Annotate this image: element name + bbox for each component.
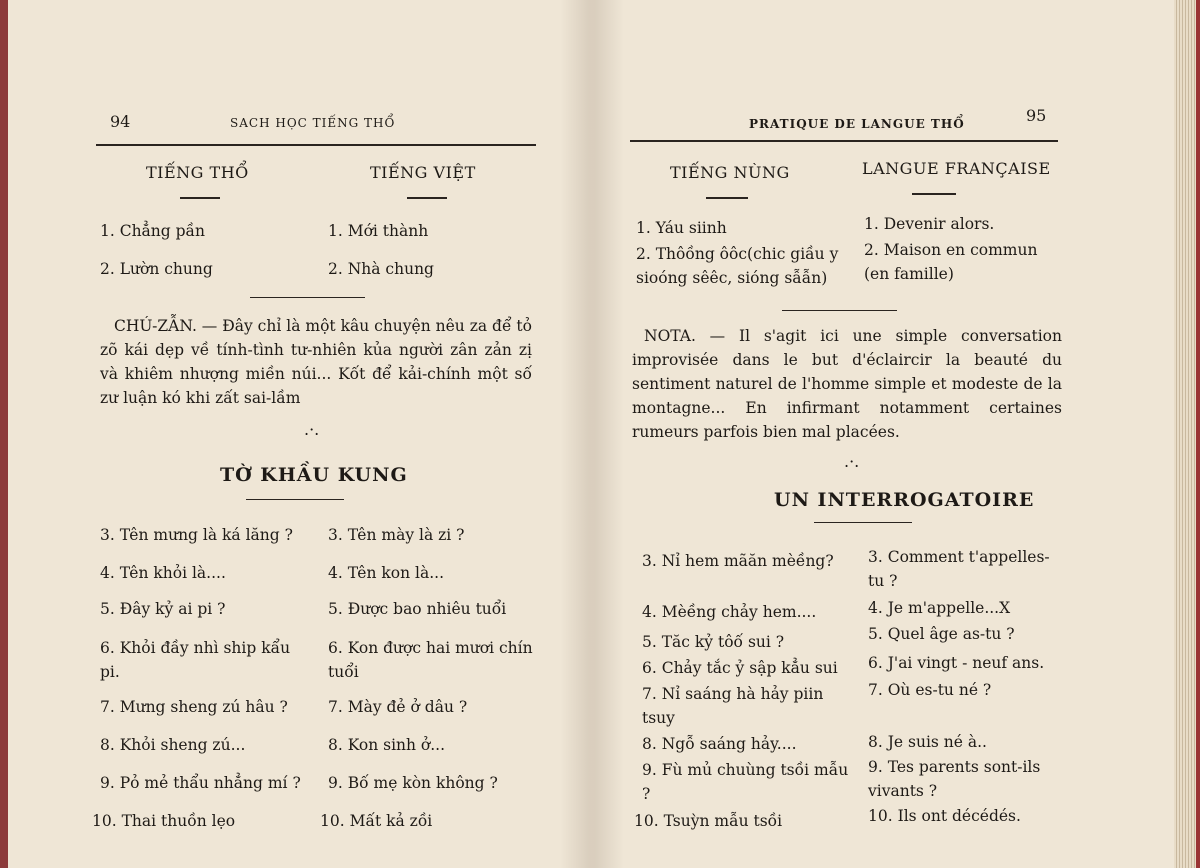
dialogue-item: 8. Ngỗ saáng hảy.... [642,735,797,753]
book-gutter [560,0,624,868]
dialogue-item: 8. Kon sinh ở... [328,736,446,754]
header-rule [96,144,536,146]
dialogue-item: 7. Mưng sheng zú hâu ? [100,698,288,716]
column-header-francaise: LANGUE FRANÇAISE [862,159,1051,178]
dialogue-item: 3. Tên mày là zi ? [328,526,465,544]
dialogue-item: 6. J'ai vingt - neuf ans. [868,654,1045,672]
left-page [8,0,593,868]
dialogue-item: 4. Mèềng chảy hem.... [642,603,817,621]
vocab-item: 1. Yáu siinh [636,219,727,237]
dialogue-item: 3. Comment t'appelles-tu ? [868,548,1050,590]
dialogue-item: 3. Tên mưng là ká lăng ? [100,526,293,544]
dialogue-item: 8. Khỏi sheng zú... [100,736,246,754]
vocab-item: 1. Chẳng pần [100,222,206,240]
dialogue-item: 10. Mất kả zồi [320,812,433,830]
dialogue-item: 3. Nỉ hem mãăn mèềng? [642,552,834,570]
dialogue-item: 10. Thai thuồn lẹo [92,812,236,830]
column-header-tho: TIẾNG THỔ [146,163,249,182]
vocab-item: 2. Nhà chung [328,260,434,278]
separator-dots: .·. [844,452,860,471]
dialogue-item: 10. Ils ont décédés. [868,807,1021,825]
column-underline [912,193,956,195]
title-underline [246,499,344,500]
dialogue-item: 7. Nỉ saáng hà hảy piin tsuy [642,685,824,727]
vocab-item: 1. Mới thành [328,222,429,240]
dialogue-item: 9. Tes parents sont-ils vivants ? [868,758,1041,800]
dialogue-item: 7. Mày đẻ ở dâu ? [328,698,468,716]
separator-dots: .·. [304,420,320,439]
section-title: TỜ KHẦU KUNG [220,464,408,486]
section-title: UN INTERROGATOIRE [774,489,1035,511]
dialogue-item: 5. Tăc kỷ tôố sui ? [642,633,785,651]
note-paragraph: CHÚ-ZẪN. — Đây chỉ là một kâu chuyện nêu za để tỏ zõ kái dẹp về tính-tình tư-nhiên kủa người zân zản zị và khiêm nhượng miền núi... Kốt để kải-chính một số zư luận kó khi zất sai-lầm [100,317,532,407]
column-header-nung: TIẾNG NÙNG [670,163,790,182]
dialogue-item: 9. Pỏ mẻ thẩu nhẳng mí ? [100,774,301,792]
dialogue-item: 9. Fù mủ chuùng tsồi mẫu ? [642,761,849,803]
running-head: PRATIQUE DE LANGUE THỔ [749,117,965,131]
title-underline [814,522,912,523]
column-underline [706,197,748,199]
column-underline [407,197,447,199]
dialogue-item: 7. Où es-tu né ? [868,681,992,699]
column-underline [180,197,220,199]
column-header-viet: TIẾNG VIỆT [370,163,476,182]
right-page [592,0,1174,868]
header-rule [630,140,1058,142]
vocab-item: 1. Devenir alors. [864,215,995,233]
vocab-item: 2. Lườn chung [100,260,213,278]
dialogue-item: 5. Đây kỷ ai pi ? [100,600,226,618]
dialogue-item: 6. Kon được hai mươi chín tuổi [328,639,533,681]
dialogue-item: 5. Được bao nhiêu tuổi [328,600,507,618]
note-paragraph: NOTA. — Il s'agit ici une simple conversation improvisée dans le but d'éclaircir la beauté du sentiment naturel de l'homme simple et modeste de la montagne... En infirmant notamment certaines rumeurs parfois bien mal placées. [632,327,1062,441]
divider [782,310,897,311]
vocab-item: 2. Thôồng ôôc(chic giầu y sioóng sêêc, sióng sẫẫn) [636,245,839,287]
dialogue-item: 4. Je m'appelle...X [868,599,1011,617]
running-head: SACH HỌC TIẾNG THỔ [230,116,396,130]
dialogue-item: 8. Je suis né à.. [868,733,987,751]
vocab-item: 2. Maison en commun (en famille) [864,241,1038,283]
divider [250,297,365,298]
dialogue-item: 5. Quel âge as-tu ? [868,625,1015,643]
dialogue-item: 4. Tên khỏi là.... [100,564,226,582]
dialogue-item: 10. Tsuỳn mẫu tsồi [634,812,783,830]
dialogue-item: 6. Chảy tắc ỷ sập kẳu sui [642,659,838,677]
dialogue-item: 6. Khỏi đầy nhì ship kẩu pi. [100,639,291,681]
dialogue-item: 9. Bố mẹ kòn không ? [328,774,498,792]
page-number: 94 [110,112,131,131]
dialogue-item: 4. Tên kon là... [328,564,445,582]
book-cover-edge [1196,0,1200,868]
page-number: 95 [1026,106,1047,125]
